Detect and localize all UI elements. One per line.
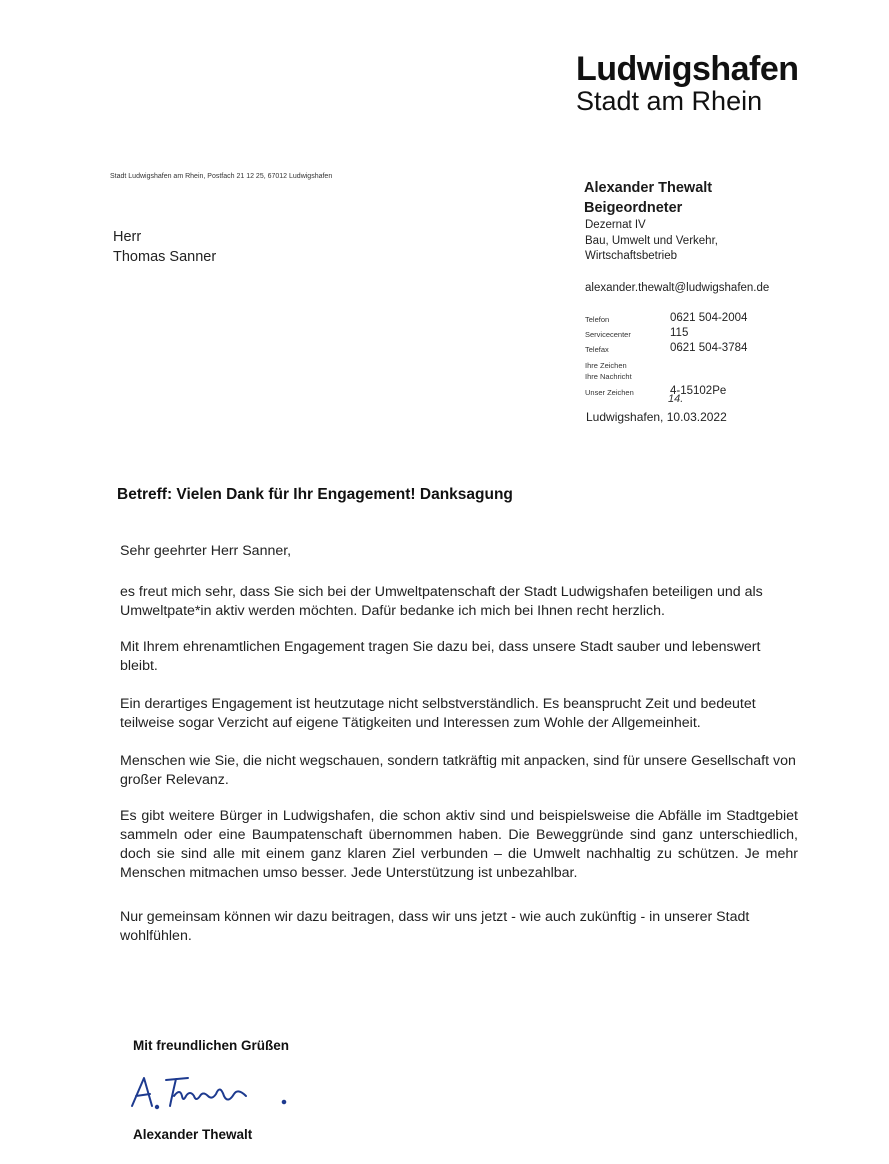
meta-service-label: Servicecenter: [585, 330, 631, 339]
signature-image: [128, 1066, 293, 1116]
body-paragraph-5: Es gibt weitere Bürger in Ludwigshafen, die schon aktiv sind und beispielsweise die Abfälle im Stadtgebiet sammeln oder eine Baumpatenschaft übernommen haben. Die Beweggründe sind ganz unterschiedlich, doch sie sind alle mit einem ganz klaren Ziel verbunden – die Umwelt nachhaltig zu schützen. Je mehr Menschen mitmachen umso besser. Jede Unterstützung ist unbezahlbar.: [120, 808, 798, 881]
meta-your-ref-label: Ihre Zeichen: [585, 361, 627, 370]
meta-our-ref-row: [585, 385, 795, 400]
meta-phone-value: 0621 504-2004: [670, 312, 748, 324]
sender-dept-line: Dezernat IV: [585, 219, 646, 231]
body-paragraph-1: es freut mich sehr, dass Sie sich bei der Umweltpatenschaft der Stadt Ludwigshafen beteiligen und als Umweltpate*in aktiv werden möchten. Dafür bedanke ich mich bei Ihnen recht herzlich.: [120, 584, 763, 619]
sender-dept-line: Wirtschaftsbetrieb: [585, 250, 678, 262]
body-paragraph-3: Ein derartiges Engagement ist heutzutage nicht selbstverständlich. Es beansprucht Zeit und bedeutet teilweise sogar Verzicht auf eigene Tätigkeiten und Interessen zum Wohle der Allgemeinheit.: [120, 696, 756, 731]
sender-department: [585, 218, 718, 265]
meta-fax-value: 0621 504-3784: [670, 342, 748, 354]
letter-salutation: Sehr geehrter Herr Sanner,: [120, 543, 292, 559]
signer-name: Alexander Thewalt: [133, 1127, 253, 1142]
sender-email: alexander.thewalt@ludwigshafen.de: [585, 282, 770, 294]
sender-dept-line: Bau, Umwelt und Verkehr,: [585, 234, 718, 247]
meta-service-value: 115: [670, 327, 689, 339]
recipient-salutation: Herr: [113, 229, 142, 245]
city-logo-title: Ludwigshafen: [576, 50, 799, 88]
date-line: Ludwigshafen, 10.03.2022: [586, 410, 727, 424]
meta-service-row: [585, 327, 795, 342]
body-paragraph-2: Mit Ihrem ehrenamtlichen Engagement tragen Sie dazu bei, dass unsere Stadt sauber und lebenswert bleibt.: [120, 639, 761, 674]
subject-line: Betreff: Vielen Dank für Ihr Engagement! Danksagung: [117, 486, 513, 503]
recipient-name: Thomas Sanner: [113, 249, 217, 265]
meta-fax-row: [585, 342, 795, 357]
body-paragraph-6: Nur gemeinsam können wir dazu beitragen, dass wir uns jetzt - wie auch zukünftig - in unserer Stadt wohlfühlen.: [120, 909, 750, 944]
body-paragraph-4: Menschen wie Sie, die nicht wegschauen, sondern tatkräftig mit anpacken, sind für unsere Gesellschaft von großer Relevanz.: [120, 753, 796, 788]
handwritten-note: 14.: [668, 393, 684, 405]
recipient-block: [113, 227, 216, 267]
city-logo-subtitle: Stadt am Rhein: [576, 86, 763, 116]
meta-your-message-label: Ihre Nachricht: [585, 372, 632, 381]
meta-phone-label: Telefon: [585, 315, 610, 324]
sender-role: Beigeordneter: [584, 200, 683, 216]
meta-our-ref-value: 4-15102Pe: [670, 385, 727, 397]
return-address: Stadt Ludwigshafen am Rhein, Postfach 21 12 25, 67012 Ludwigshafen: [110, 173, 333, 180]
meta-fax-label: Telefax: [585, 345, 609, 354]
closing-phrase: Mit freundlichen Grüßen: [133, 1038, 290, 1053]
sender-name: Alexander Thewalt: [584, 180, 713, 196]
meta-our-ref-label: Unser Zeichen: [585, 388, 634, 397]
meta-phone-row: [585, 312, 795, 327]
